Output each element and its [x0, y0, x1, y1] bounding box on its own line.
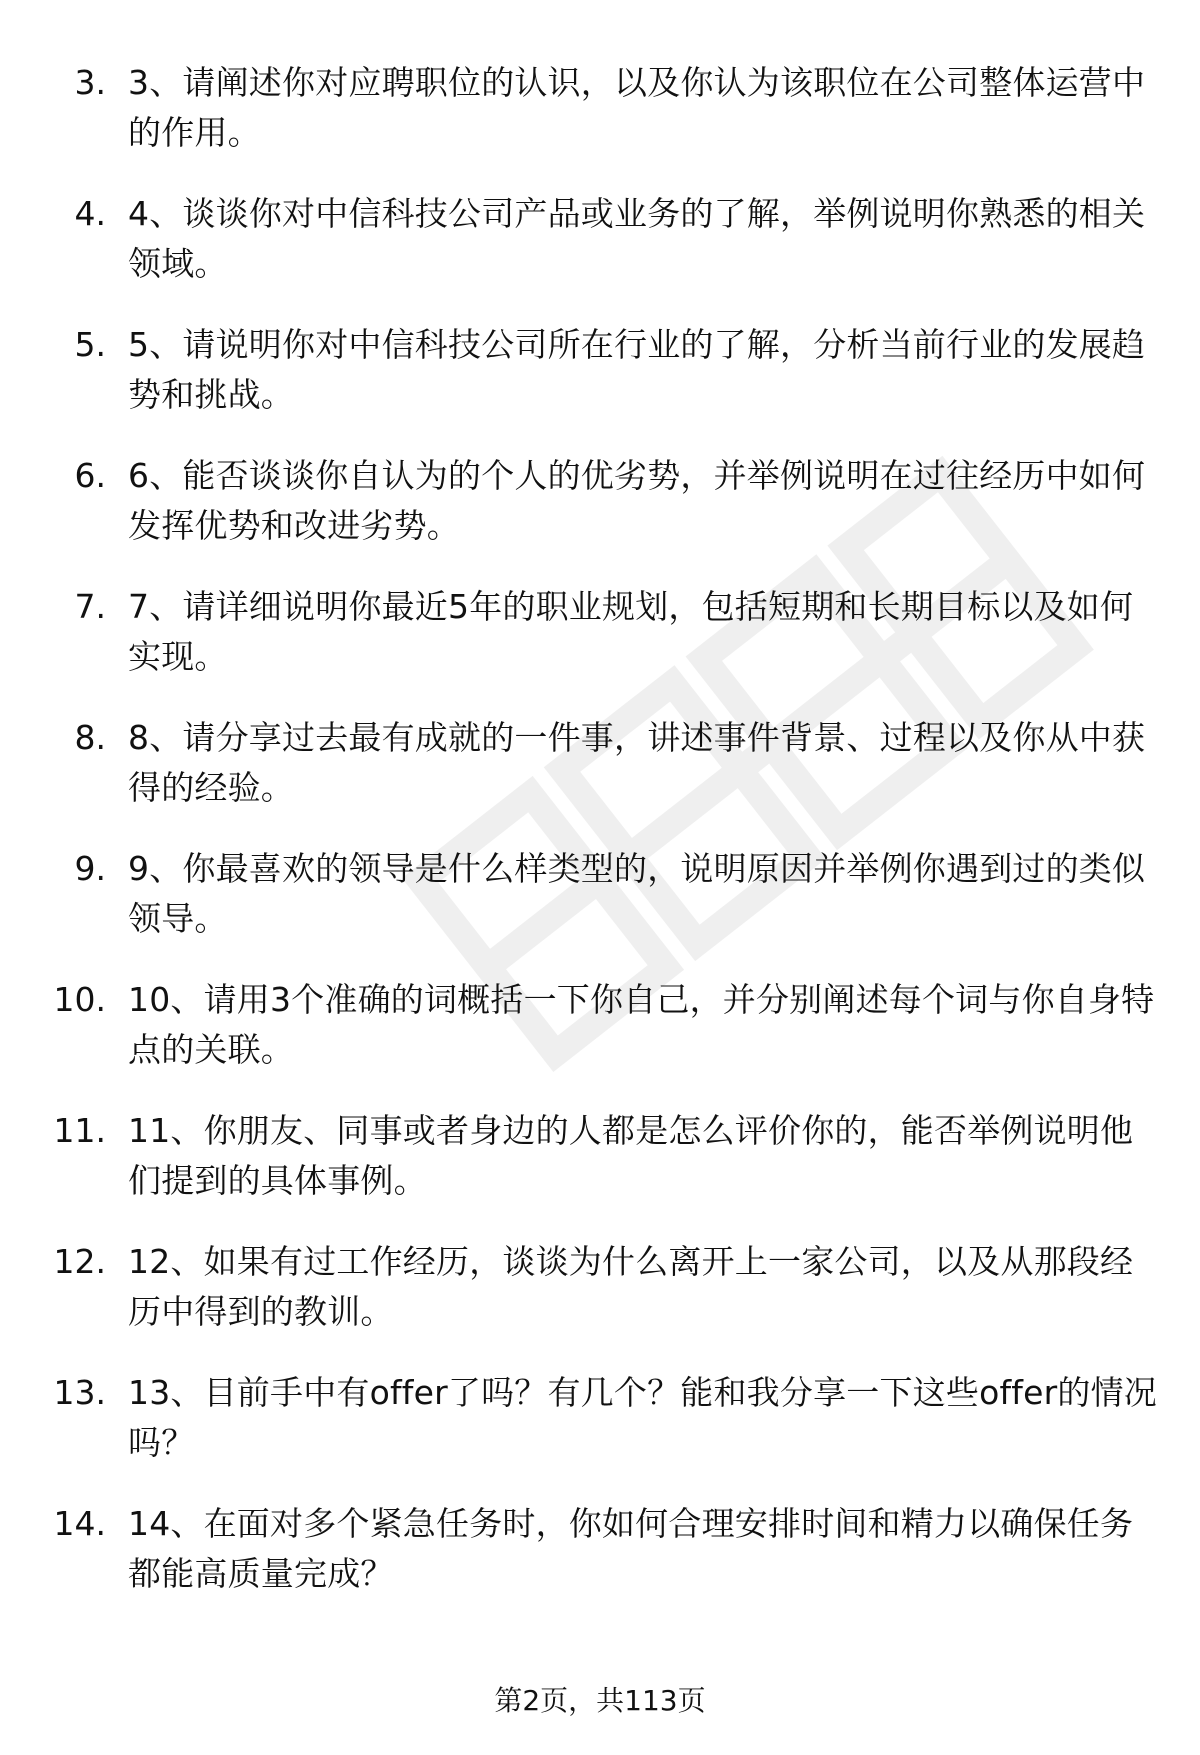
- question-text: 10、请用3个准确的词概括一下你自己，并分别阐述每个词与你自身特点的关联。: [128, 980, 1155, 1069]
- question-text: 5、请说明你对中信科技公司所在行业的了解，分析当前行业的发展趋势和挑战。: [128, 325, 1146, 414]
- list-item: [0, 975, 1200, 1106]
- list-item: [0, 1106, 1200, 1237]
- list-number: 8.: [74, 718, 106, 757]
- list-item: [0, 1237, 1200, 1368]
- list-item: [0, 844, 1200, 975]
- question-text: 9、你最喜欢的领导是什么样类型的，说明原因并举例你遇到过的类似领导。: [128, 849, 1146, 938]
- question-text: 3、请阐述你对应聘职位的认识，以及你认为该职位在公司整体运营中的作用。: [128, 63, 1146, 152]
- list-item: [0, 1499, 1200, 1630]
- question-text: 14、在面对多个紧急任务时，你如何合理安排时间和精力以确保任务都能高质量完成？: [128, 1504, 1134, 1593]
- list-item: [0, 1368, 1200, 1499]
- list-item: [0, 582, 1200, 713]
- list-item: [0, 189, 1200, 320]
- list-number: 12.: [53, 1242, 106, 1281]
- list-item: [0, 713, 1200, 844]
- page-number-label: 第2页，共113页: [494, 1684, 706, 1717]
- page-footer: [0, 1681, 1200, 1721]
- list-number: 6.: [74, 456, 106, 495]
- list-number: 9.: [74, 849, 106, 888]
- list-number: 5.: [74, 325, 106, 364]
- question-list: [0, 58, 1200, 1630]
- list-number: 14.: [53, 1504, 106, 1543]
- list-item: [0, 451, 1200, 582]
- question-text: 12、如果有过工作经历，谈谈为什么离开上一家公司，以及从那段经历中得到的教训。: [128, 1242, 1134, 1331]
- list-item: [0, 58, 1200, 189]
- list-number: 13.: [53, 1373, 106, 1412]
- question-text: 11、你朋友、同事或者身边的人都是怎么评价你的，能否举例说明他们提到的具体事例。: [128, 1111, 1134, 1200]
- question-text: 4、谈谈你对中信科技公司产品或业务的了解，举例说明你熟悉的相关领域。: [128, 194, 1146, 283]
- list-number: 4.: [74, 194, 106, 233]
- question-text: 6、能否谈谈你自认为的个人的优劣势，并举例说明在过往经历中如何发挥优势和改进劣势。: [128, 456, 1146, 545]
- question-text: 8、请分享过去最有成就的一件事，讲述事件背景、过程以及你从中获得的经验。: [128, 718, 1146, 807]
- list-item: [0, 320, 1200, 451]
- list-number: 7.: [74, 587, 106, 626]
- list-number: 11.: [53, 1111, 106, 1150]
- list-number: 10.: [53, 980, 106, 1019]
- list-number: 3.: [74, 63, 106, 102]
- question-text: 7、请详细说明你最近5年的职业规划，包括短期和长期目标以及如何实现。: [128, 587, 1134, 676]
- question-text: 13、目前手中有offer了吗？有几个？能和我分享一下这些offer的情况吗？: [128, 1373, 1157, 1462]
